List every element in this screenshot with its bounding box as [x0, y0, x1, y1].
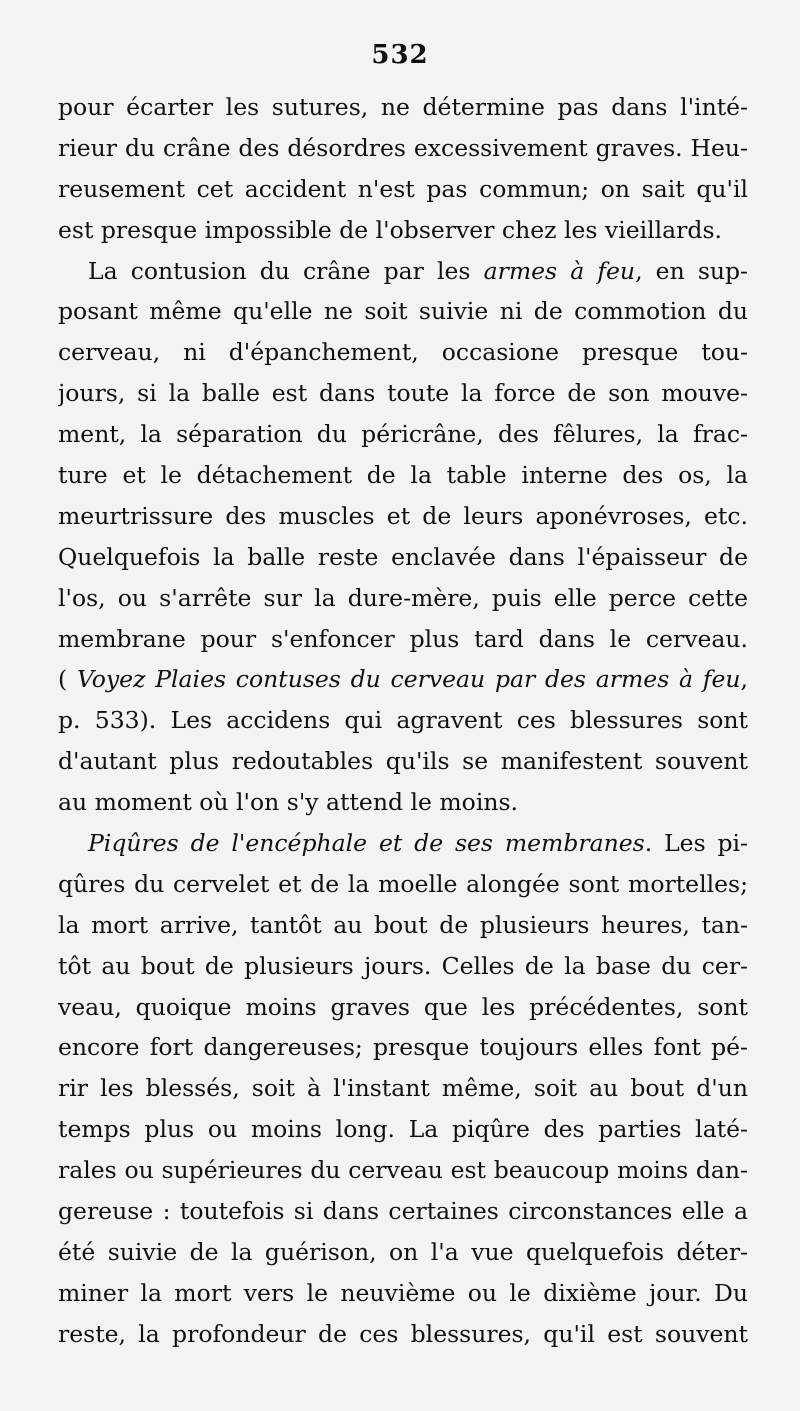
text-line: [58, 87, 748, 128]
text-segment: membrane pour s'enfoncer plus tard dans le cerveau.: [58, 624, 748, 653]
text-segment: Quelquefois la balle reste enclavée dans l'épaisseur de: [58, 542, 748, 571]
italic-text: armes à feu: [483, 256, 636, 285]
text-segment: est presque impossible de l'observer chez les vieillards.: [58, 215, 722, 244]
text-line: [58, 251, 748, 292]
text-segment: ment, la séparation du péricrâne, des fêlures, la frac-: [58, 420, 748, 449]
text-segment: p. 533). Les accidens qui agravent ces blessures sont: [58, 706, 748, 735]
text-segment: jours, si la balle est dans toute la force de son mouve-: [58, 379, 748, 408]
text-segment: pour écarter les sutures, ne détermine pas dans l'inté-: [58, 93, 748, 121]
text-line: [58, 128, 748, 169]
text-segment: gereuse : toutefois si dans certaines circonstances elle a: [58, 1197, 748, 1226]
text-line: [58, 332, 748, 373]
italic-text: Voyez Plaies contuses du cerveau par des armes à feu: [76, 665, 741, 694]
text-line: [58, 946, 748, 987]
text-line: [58, 1314, 748, 1355]
text-segment: miner la mort vers le neuvième ou le dixième jour. Du: [58, 1278, 748, 1307]
text-line: [58, 1191, 748, 1232]
text-line: [58, 455, 748, 496]
text-line: [58, 659, 748, 700]
text-segment: (: [58, 665, 77, 694]
text-line: [58, 169, 748, 210]
text-segment: posant même qu'elle ne soit suivie ni de commotion du: [58, 297, 748, 326]
text-line: [58, 291, 748, 332]
text-segment: au moment où l'on s'y attend le moins.: [58, 788, 518, 817]
text-segment: rir les blessés, soit à l'instant même, soit au bout d'un: [58, 1074, 748, 1103]
text-segment: temps plus ou moins long. La piqûre des parties laté-: [58, 1115, 748, 1144]
text-line: [58, 1273, 748, 1314]
text-line: [58, 373, 748, 414]
text-line: [58, 537, 748, 578]
text-segment: encore fort dangereuses; presque toujours elles font pé-: [58, 1033, 748, 1062]
text-segment: l'os, ou s'arrête sur la dure-mère, puis elle perce cette: [58, 583, 748, 612]
text-segment: rieur du crâne des désordres excessivement graves. Heu-: [58, 133, 748, 162]
text-segment: ture et le détachement de la table interne des os, la: [58, 461, 748, 490]
text-line: [58, 1109, 748, 1150]
text-segment: d'autant plus redoutables qu'ils se manifestent souvent: [58, 747, 748, 776]
text-segment: ,: [740, 665, 748, 694]
text-line: [58, 1150, 748, 1191]
text-line: [58, 741, 748, 782]
text-line: [58, 1068, 748, 1109]
text-segment: tôt au bout de plusieurs jours. Celles de la base du cer-: [58, 951, 748, 980]
text-segment: meurtrissure des muscles et de leurs aponévroses, etc.: [58, 501, 748, 530]
text-segment: rales ou supérieures du cerveau est beaucoup moins dan-: [58, 1156, 748, 1185]
text-segment: . Les pi-: [644, 829, 748, 858]
body-text: [58, 87, 748, 1355]
text-line: [58, 414, 748, 455]
text-line: [58, 987, 748, 1028]
text-line: [58, 210, 748, 251]
text-line: [58, 905, 748, 946]
text-line: [58, 1232, 748, 1273]
text-line: [58, 1027, 748, 1068]
text-segment: la mort arrive, tantôt au bout de plusieurs heures, tan-: [58, 910, 748, 939]
text-segment: reste, la profondeur de ces blessures, qu'il est souvent: [58, 1319, 748, 1348]
text-segment: veau, quoique moins graves que les précédentes, sont: [58, 992, 748, 1021]
text-line: [58, 496, 748, 537]
text-segment: été suivie de la guérison, on l'a vue quelquefois déter-: [58, 1237, 748, 1266]
text-segment: , en sup-: [635, 256, 748, 285]
text-line: [58, 700, 748, 741]
text-segment: qûres du cervelet et de la moelle alongée sont mortelles;: [58, 869, 748, 898]
text-line: [58, 782, 748, 823]
text-segment: cerveau, ni d'épanchement, occasione presque tou-: [58, 338, 748, 367]
text-segment: La contusion du crâne par les: [88, 256, 484, 285]
text-line: [58, 619, 748, 660]
page-number: 532: [371, 40, 429, 70]
text-line: [58, 578, 748, 619]
text-line: [58, 864, 748, 905]
text-line: [58, 823, 748, 864]
italic-text: Piqûres de l'encéphale et de ses membranes: [88, 829, 645, 858]
text-segment: reusement cet accident n'est pas commun; on sait qu'il: [58, 174, 748, 203]
